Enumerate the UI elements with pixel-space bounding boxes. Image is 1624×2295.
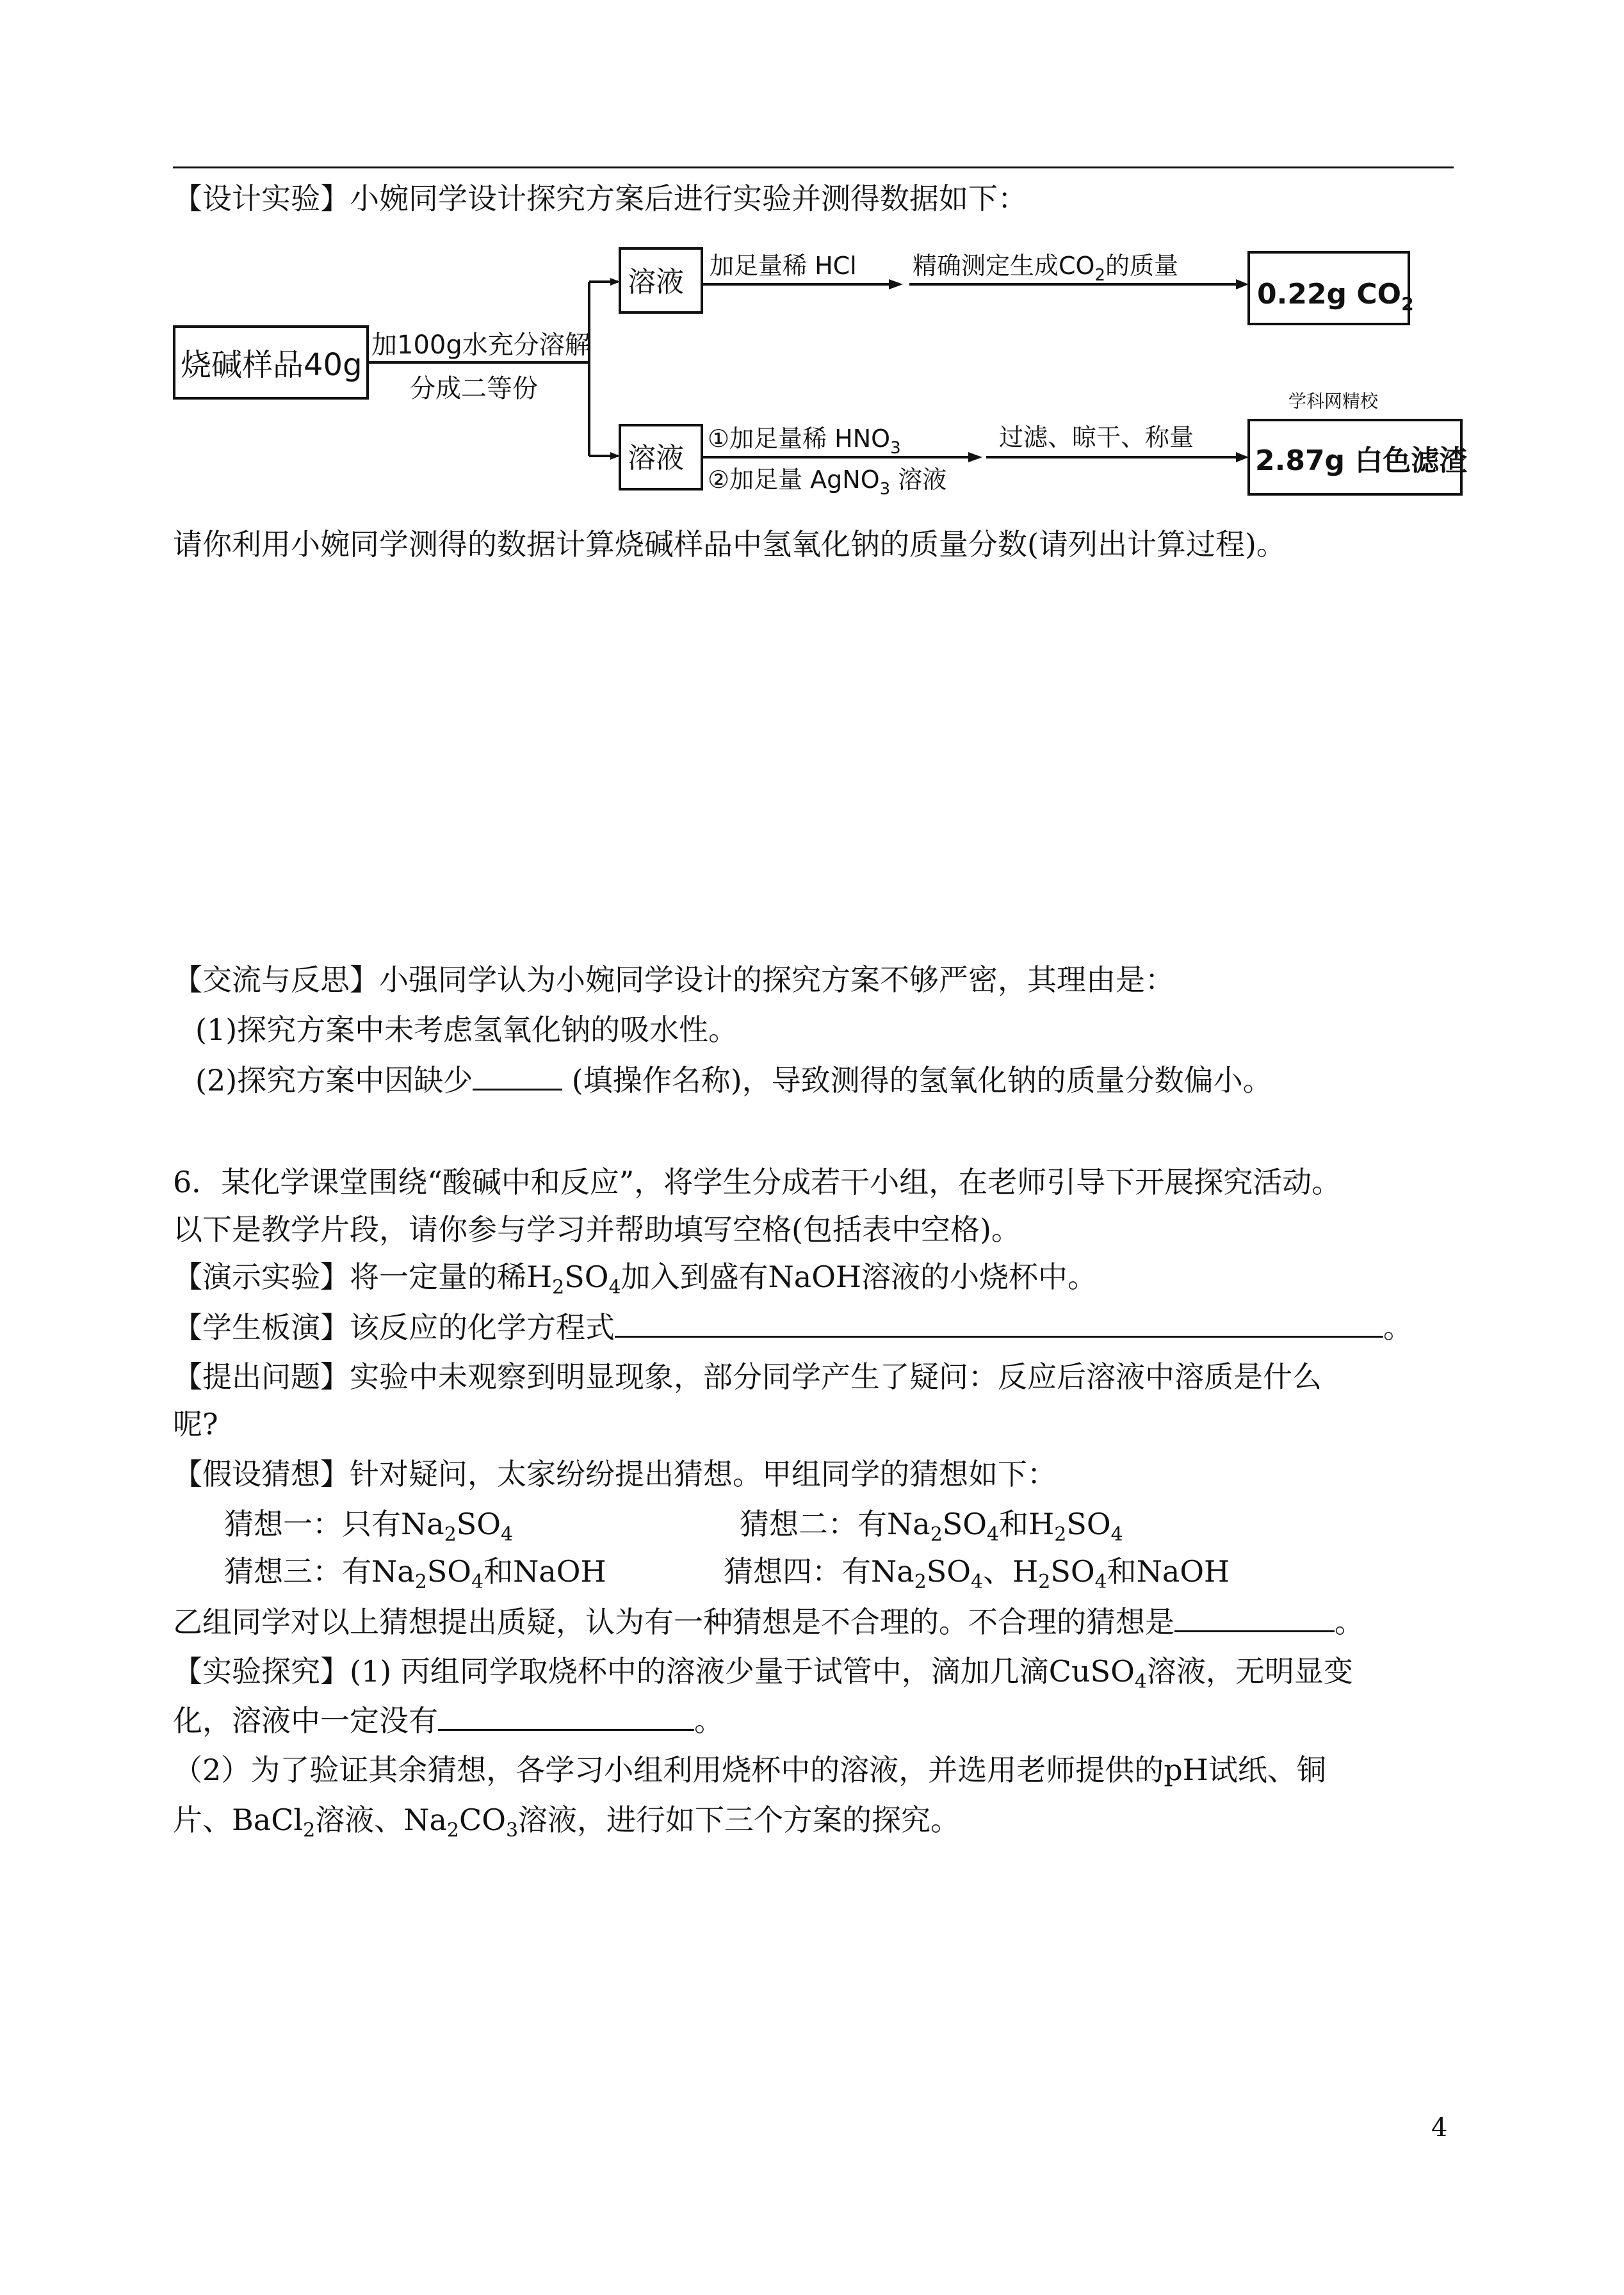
result-co2: 0.22g $CO_2$ (1257, 278, 1414, 314)
reflect-item1: (1)探究方案中未考虑氢氧化钠的吸水性。 (195, 1012, 738, 1047)
dissolve-top: 加100g水充分溶解 (371, 330, 590, 360)
page-number: 4 (1431, 2113, 1448, 2143)
filter-label: 过滤、晾干、称量 (999, 423, 1194, 451)
dissolve-bottom: 分成二等份 (410, 374, 538, 403)
design-label: 【设计实验】 (173, 181, 350, 216)
q6-line2: 以下是教学片段，请你参与学习并帮助填写空格(包括表中空格)。 (173, 1212, 1021, 1247)
demo-line: 【演示实验】将一定量的稀$H_2SO_4$加入到盛有NaOH溶液的小烧杯中。 (173, 1260, 1098, 1299)
add-hno3: ①加足量稀 $HNO_3$ (708, 425, 901, 458)
sample-label: 烧碱样品40g (181, 347, 362, 383)
absent-substance-blank[interactable] (438, 1701, 694, 1731)
question-line: 【提出问题】实验中未观察到明显现象，部分同学产生了疑问：反应后溶液中溶质是什么 (173, 1359, 1322, 1394)
exp2-line1: （2）为了验证其余猜想，各学习小组利用烧杯中的溶液，并选用老师提供的pH试纸、铜 (173, 1753, 1326, 1787)
unreasonable-guess-blank[interactable] (1174, 1602, 1335, 1632)
hypo-line: 【假设猜想】针对疑问，太家纷纷提出猜想。甲组同学的猜想如下： (173, 1457, 1057, 1491)
measure-co2: 精确测定生成$CO_2$的质量 (913, 252, 1179, 285)
yi-line: 乙组同学对以上猜想提出质疑，认为有一种猜想是不合理的。不合理的猜想是 。 (173, 1602, 1364, 1641)
operation-blank[interactable] (473, 1060, 562, 1091)
reflect-text: 小强同学认为小婉同学设计的探究方案不够严密，其理由是： (379, 962, 1174, 997)
q6-line1: 6．某化学课堂围绕“酸碱中和反应”，将学生分成若干小组，在老师引导下开展探究活动。 (173, 1165, 1342, 1199)
exp-line: 【实验探究】(1) 丙组同学取烧杯中的溶液少量于试管中，滴加几滴CuSO$_4$溶液，无明显变 (173, 1654, 1353, 1694)
design-text: 小婉同学设计探究方案后进行实验并测得数据如下： (350, 181, 1027, 216)
solution-top: 溶液 (628, 266, 684, 298)
reflect-item2: (2)探究方案中因缺少 (填操作名称)，导致测得的氢氧化钠的质量分数偏小。 (195, 1060, 1272, 1099)
add-hcl: 加足量稀 HCl (710, 252, 857, 280)
result-precip: 2.87g 白色滤渣 (1255, 444, 1468, 477)
board-line: 【学生板演】该反应的化学方程式 。 (173, 1308, 1413, 1347)
equation-blank[interactable] (615, 1308, 1383, 1338)
reflect-label: 【交流与反思】 (173, 962, 379, 997)
reflect-line (173, 961, 1174, 999)
calc-question: 请你利用小婉同学测得的数据计算烧碱样品中氢氧化钠的质量分数(请列出计算过程)。 (173, 527, 1286, 562)
guess1: 猜想一：只有$Na_2SO_4$ (224, 1507, 514, 1546)
experiment-diagram (0, 0, 1624, 512)
guess3: 猜想三：有$Na_2SO_4$和NaOH (224, 1554, 606, 1594)
add-agno3: ②加足量 AgNO$_3$ 溶液 (708, 466, 947, 499)
question-line2: 呢? (173, 1407, 218, 1441)
guess2: 猜想二：有$Na_2SO_4$和$H_2SO_4$ (740, 1507, 1123, 1546)
solution-bottom: 溶液 (628, 442, 684, 474)
exp-line2: 化，溶液中一定没有 。 (173, 1701, 724, 1740)
guess4: 猜想四：有$Na_2SO_4$、$H_2SO_4$和NaOH (724, 1554, 1230, 1594)
watermark: 学科网精校 (1288, 391, 1379, 412)
exp2-line2: 片、BaCl$_2$溶液、$Na_2CO_3$溶液，进行如下三个方案的探究。 (173, 1803, 961, 1842)
